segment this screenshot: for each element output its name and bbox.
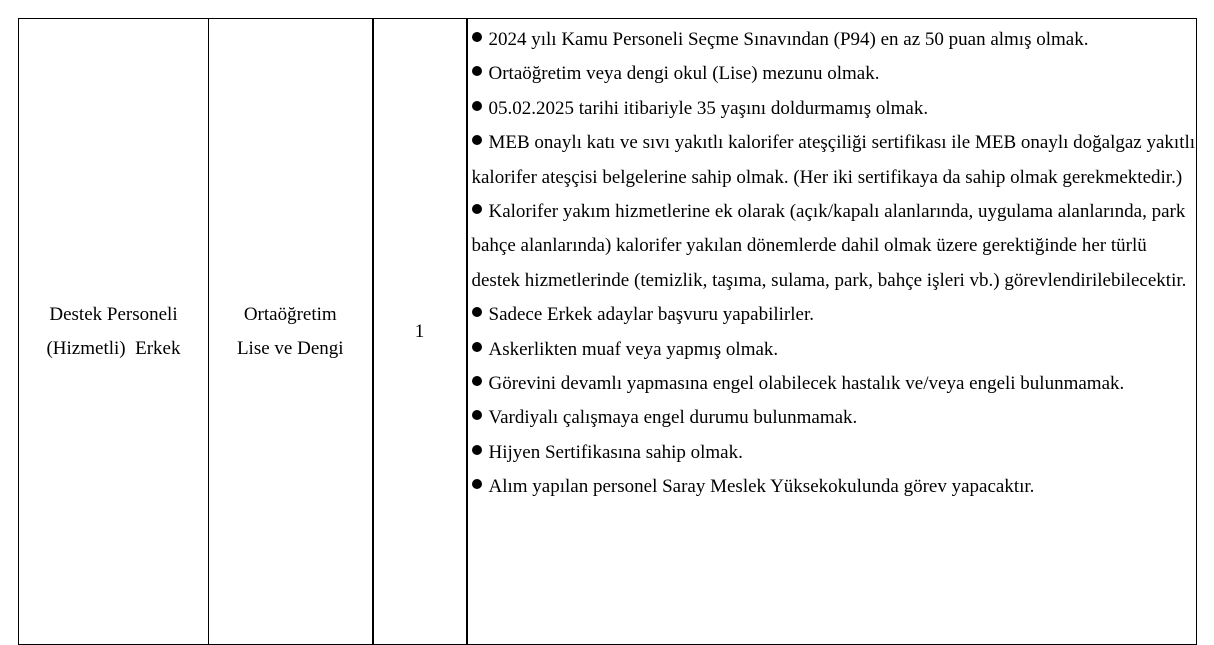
staff-requirements-table	[18, 18, 1197, 645]
education-cell	[209, 19, 373, 645]
requirement-text: Ortaöğretim veya dengi okul (Lise) mezunu olmak.	[488, 63, 880, 85]
count-cell	[373, 19, 467, 645]
education-line-1: Ortaöğretim	[243, 303, 337, 325]
requirement-item	[472, 126, 1197, 195]
requirement-item	[472, 333, 1197, 367]
bullet-icon	[472, 376, 482, 386]
requirement-text: 2024 yılı Kamu Personeli Seçme Sınavından (P94) en az 50 puan almış olmak.	[488, 29, 1089, 50]
requirement-item	[472, 195, 1197, 298]
requirement-item	[472, 436, 1197, 470]
requirement-item	[472, 298, 1197, 332]
requirements-cell	[467, 19, 1197, 645]
requirement-item	[472, 470, 1197, 504]
position-count: 1	[414, 320, 425, 342]
bullet-icon	[472, 410, 482, 420]
requirement-text: Askerlikten muaf veya yapmış olmak.	[488, 338, 779, 360]
requirement-item	[472, 367, 1197, 401]
requirement-item	[472, 23, 1197, 57]
position-cell	[19, 19, 209, 645]
requirement-text: 05.02.2025 tarihi itibariyle 35 yaşını doldurmamış olmak.	[488, 97, 929, 119]
requirement-text: Kalorifer yakım hizmetlerine ek olarak (açık/kapalı alanlarında, uygulama alanlarında, park bahçe alanlarında) kalorifer yakılan dönemlerde dahil olmak üzere gerektiğinde her türlü destek hizmetlerinde (temizlik, taşıma, sulama, park, bahçe işleri vb.) görevlendirilebilecektir.	[471, 201, 1187, 291]
requirement-text: Hijyen Sertifikasına sahip olmak.	[488, 441, 743, 463]
bullet-icon	[472, 445, 482, 455]
bullet-icon	[472, 204, 482, 214]
bullet-icon	[472, 307, 482, 317]
bullet-icon	[472, 135, 482, 145]
education-line-2: Lise ve Dengi	[236, 337, 344, 359]
requirement-text: Görevini devamlı yapmasına engel olabilecek hastalık ve/veya engeli bulunmamak.	[488, 373, 1125, 395]
requirement-text: Vardiyalı çalışmaya engel durumu bulunmamak.	[488, 407, 858, 429]
position-line-2: (Hizmetli) Erkek	[46, 337, 181, 359]
bullet-icon	[472, 479, 482, 489]
requirement-item	[472, 57, 1197, 91]
requirement-item	[472, 401, 1197, 435]
bullet-icon	[472, 342, 482, 352]
requirement-text: Alım yapılan personel Saray Meslek Yüksekokulunda görev yapacaktır.	[488, 476, 1035, 498]
table-row	[19, 19, 1197, 645]
bullet-icon	[472, 32, 482, 42]
requirement-text: MEB onaylı katı ve sıvı yakıtlı kalorifer ateşçiliği sertifikası ile MEB onaylı doğalgaz yakıtlı kalorifer ateşçisi belgelerine sahip olmak. (Her iki sertifikaya da sahip olmak gerekmektedir.)	[471, 132, 1196, 188]
requirement-item	[472, 92, 1197, 126]
requirement-text: Sadece Erkek adaylar başvuru yapabilirler.	[488, 304, 814, 326]
position-line-1: Destek Personeli	[49, 303, 178, 325]
bullet-icon	[472, 66, 482, 76]
bullet-icon	[472, 101, 482, 111]
